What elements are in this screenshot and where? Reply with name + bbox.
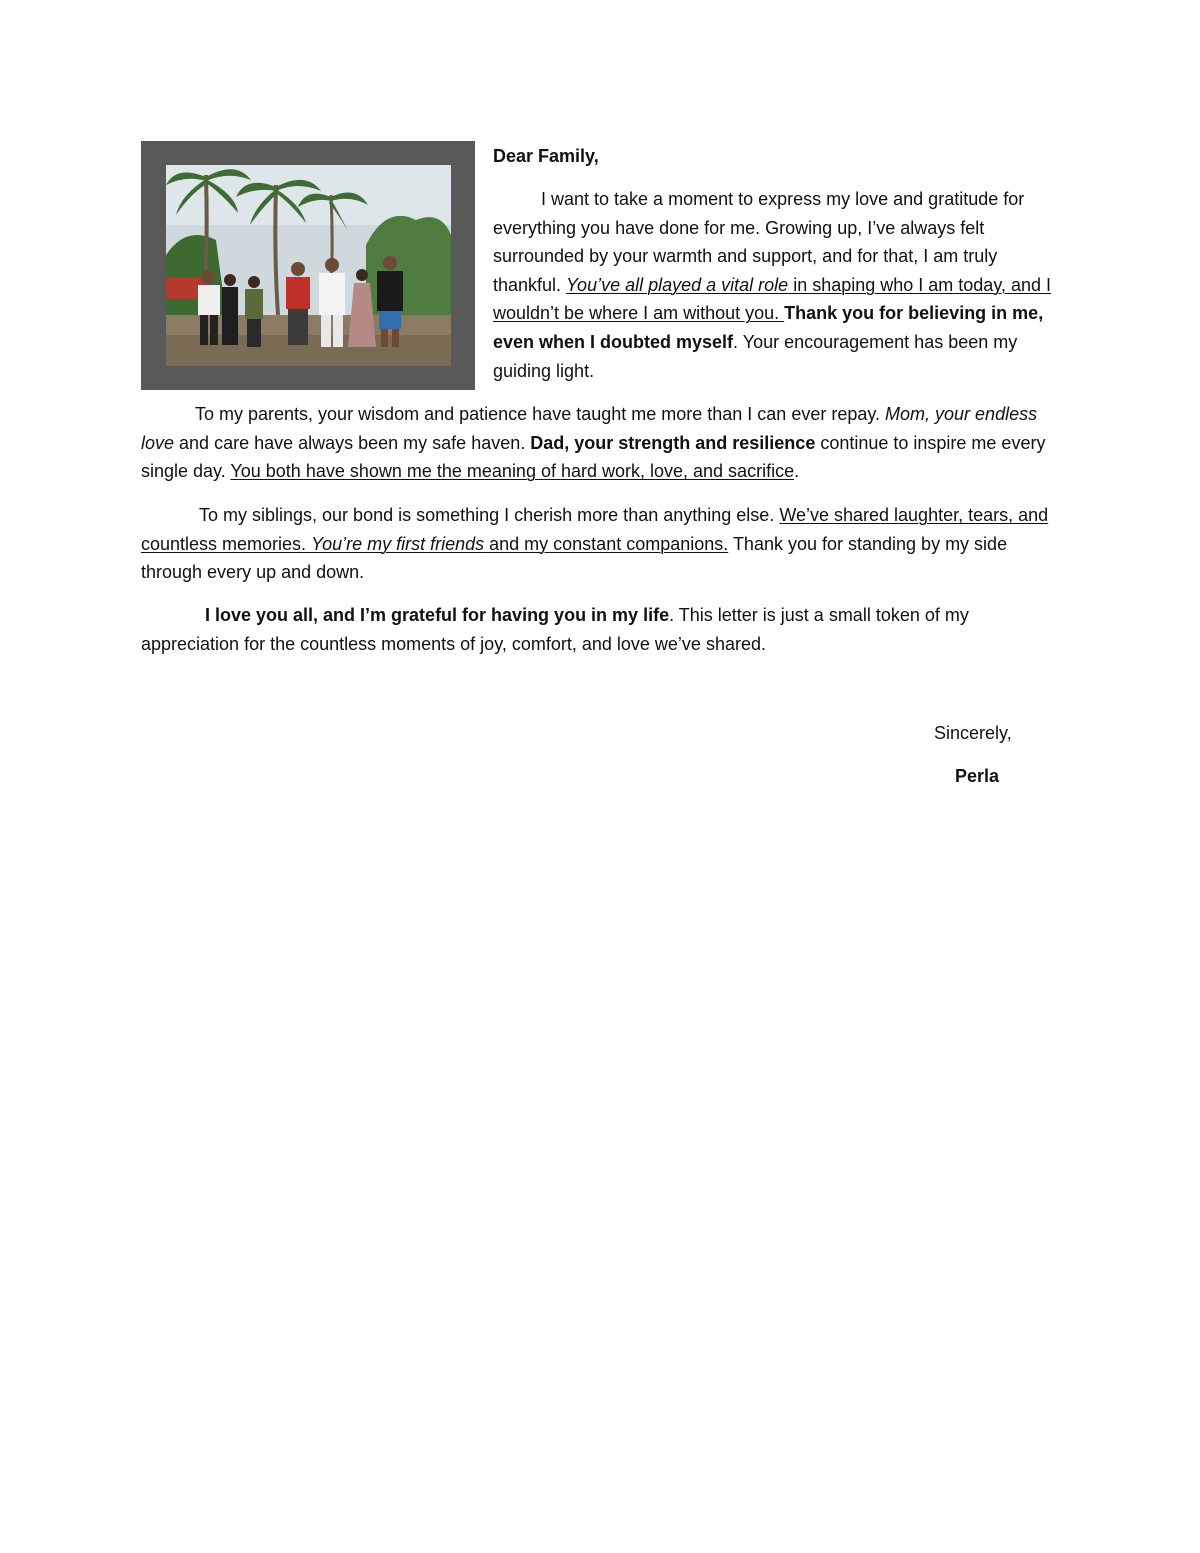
p1-italic-phrase: You’ve all played a vital role — [566, 274, 789, 295]
p3-sentence-end: Thank you for standing by my side through every up and down. — [141, 533, 1008, 583]
p2-italic-phrase: Mom, your endless love — [141, 404, 1038, 453]
p2-underlined-phrase: You both have shown me the meaning of hard work, love, and sacrifice — [230, 461, 795, 482]
p1-sentence-1: I want to take a moment to express my love and gratitude for everything you have done for me. Growing up, I’ve always felt surrounded by your warmth and support, and for that, I am truly thankful. — [493, 189, 1025, 295]
p2-sentence-end: . — [794, 461, 800, 482]
paragraph-gratitude — [493, 185, 1063, 385]
p2-sentence-2: and care have always been my safe haven. — [174, 432, 531, 453]
p4-bold-phrase: I love you all, and I’m grateful for having you in my life — [205, 605, 670, 625]
p3-italic-phrase: You’re my first friends — [311, 533, 485, 554]
paragraph-love — [141, 601, 1061, 658]
p2-sentence-3: continue to inspire me every single day. — [141, 432, 1046, 482]
p1-bold-phrase: Thank you for believing in me, even when I doubted myself — [493, 303, 1044, 352]
p1-sentence-end: . Your encouragement has been my guiding light. — [493, 331, 1018, 381]
p3-sentence-1: To my siblings, our bond is something I cherish more than anything else. — [199, 505, 780, 525]
signature: Perla — [955, 766, 1000, 786]
p1-underlined-phrase: in shaping who I am today, and I wouldn’t be where I am without you. — [493, 274, 1052, 324]
salutation: Dear Family, — [493, 146, 599, 166]
p2-bold-phrase: Dad, your strength and resilience — [530, 432, 816, 453]
paragraph-siblings — [141, 501, 1061, 587]
closing: Sincerely, — [934, 723, 1012, 743]
p3-underlined-rest: and my constant companions. — [484, 533, 729, 554]
p2-sentence-1: To my parents, your wisdom and patience have taught me more than I can ever repay. — [195, 404, 886, 424]
p3-underlined-phrase: We’ve shared laughter, tears, and countless memories. — [141, 505, 1049, 554]
photo-frame — [141, 141, 475, 390]
family-photo — [166, 165, 451, 366]
paragraph-parents — [141, 400, 1061, 486]
p4-sentence-rest: . This letter is just a small token of my appreciation for the countless moments of joy, comfort, and love we’ve shared. — [141, 605, 969, 654]
